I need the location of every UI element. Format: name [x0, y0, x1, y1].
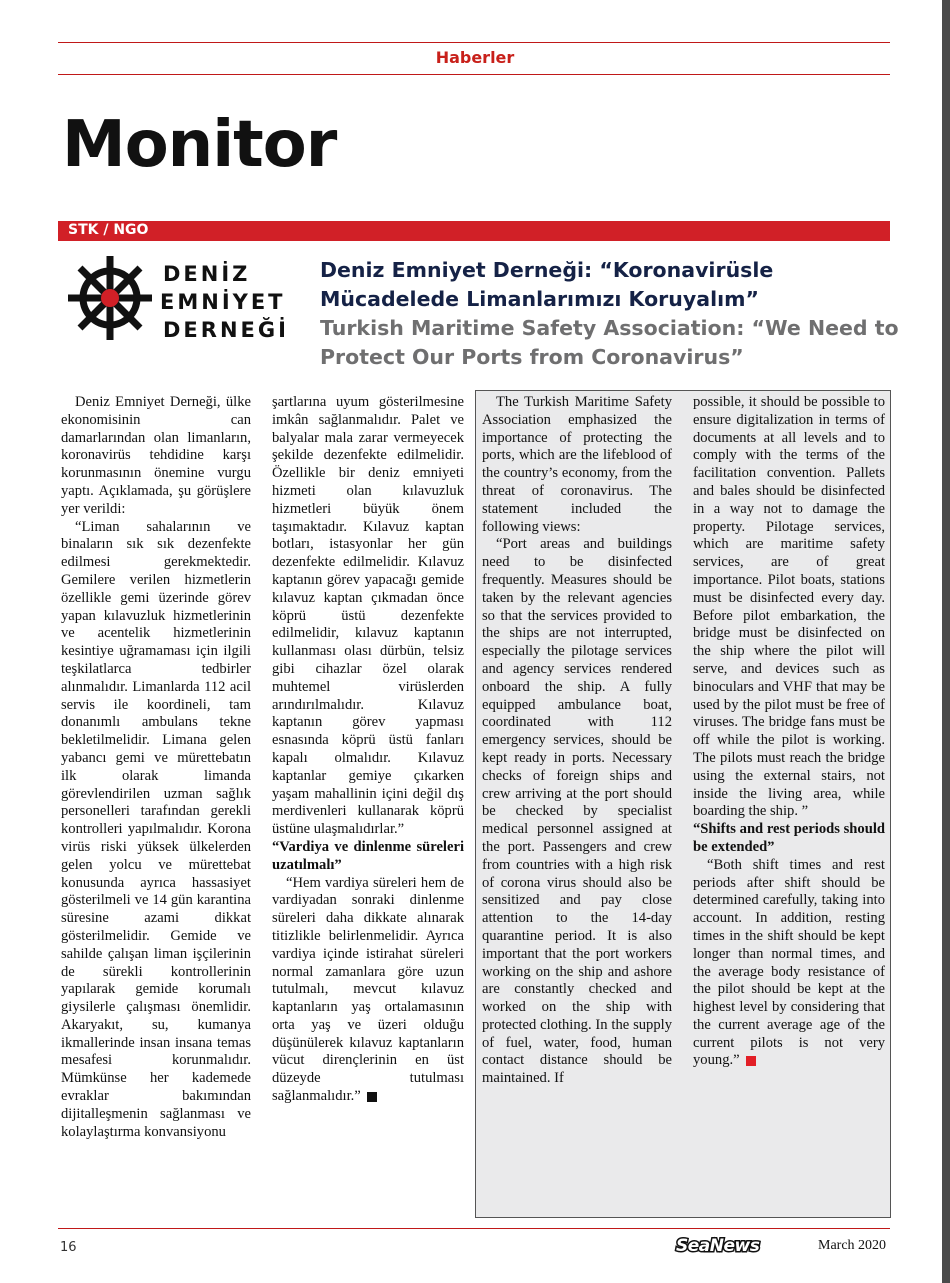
subheading-text: “Vardiya ve dinlenme süreleri uzatılmalı”: [272, 838, 464, 873]
masthead-title: Monitor: [62, 108, 337, 182]
subheading: [272, 839, 464, 875]
article-column-3: [482, 394, 672, 1088]
end-mark-icon: [746, 1056, 756, 1066]
article-column-1: [61, 394, 251, 1141]
logo-line-1: DENİZ: [163, 262, 251, 286]
subheading-text: “Shifts and rest periods should be extended”: [693, 821, 885, 855]
paragraph: possible, it should be possible to ensure digitalization in terms of documents at all levels and to comply with the terms of the facilitation convention. Pallets and bales should be disinfected in a way not to damage the property. Pilotage services, which are maritime safety services, are of great importance. Pilot boats, stations must be disinfected every day. Before pilot embarkation, the bridge must be disinfected on the ship where the pilot will serve, and devices such as binoculars and VHF that may be used by the pilot must be free of viruses. The bridge fans must be off while the pilot is working. The pilots must reach the bridge using the external stairs, not inside the living area, while boarding the ship. ”: [693, 394, 885, 820]
paragraph: şartlarına uyum gösterilmesine imkân sağlanmalıdır. Palet ve balyalar mala zarar vermeyecek şekilde dezenfekte edilmelidir. Özellikle bir deniz emniyeti hizmeti olan kılavuzluk hizmetleri büyük önem taşımaktadır. Kılavuz kaptan botları, istasyonlar her gün dezenfekte edilmelidir. Kılavuz kaptanın görev yapacağı gemide kılavuz kaptan çıkmadan önce köprü üstü dezenfekte edilmelidir, kılavuz kaptanın kullanması olası dürbün, telsiz gibi cihazlar özel olarak muhtemel virüslerden arındırılmalıdır. Kılavuz kaptanın görev yapması esnasında köprü üstü fanları kapalı olmalıdır. Kılavuz kaptanlar gemiye çıkarken yaşam mahallinin içini değil dış merdivenleri kullanarak köprü üstüne ulaşmalıdırlar.”: [272, 394, 464, 838]
section-label: Haberler: [435, 48, 515, 67]
paragraph: Deniz Emniyet Derneği, ülke ekonomisinin can damarlarından olan limanların, koronavirüs tehdidine karşı korunmasının önemine vurgu yaptı. Açıklamada, şu görüşlere yer verildi:: [61, 394, 251, 517]
page-edge-strip: [942, 0, 950, 1283]
issue-date: March 2020: [818, 1238, 887, 1253]
paragraph-last: [272, 875, 464, 1106]
category-bar: [58, 221, 890, 241]
paragraph-text: “Hem vardiya süreleri hem de vardiyadan sonraki dinlenme süreleri daha dikkate alınarak titizlikle belirlenmelidir. Ayrıca vardiya içinde istirahat süreleri normal zamanlara göre uzun tutulmalı, mevcut kılavuz kaptanların yaş ortalamasının orta yaş ve üzeri olduğu düşünülerek kılavuz kaptanların vücut dirençlerinin en üst düzeyde tutulması sağlanmalıdır.”: [272, 874, 464, 1105]
headline-turkish: Deniz Emniyet Derneği: “Koronavirüsle Mücadelede Limanlarımızı Koruyalım”: [320, 258, 774, 311]
paragraph-last: [693, 857, 885, 1071]
header-rule-bottom: [58, 74, 890, 75]
category-label: STK / NGO: [68, 222, 149, 238]
article-column-4: [693, 394, 885, 1070]
subheading: [693, 821, 885, 857]
ship-wheel-icon: [60, 248, 160, 360]
logo-line-2: EMNİYET: [160, 290, 286, 314]
page-number: 16: [60, 1240, 77, 1255]
paragraph: “Port areas and buildings need to be disinfected frequently. Measures should be taken by the relevant agencies so that the services provided to the ships are not interrupted, especially the pilotage services and agency services rendered onboard the ship. A fully equipped ambulance boat, coordinated with 112 emergency services, should be kept ready in ports. Necessary checks of foreign ships and crew arriving at the port should be checked by specialist medical personnel assigned at the port. Passengers and crew from countries with a high risk of corona virus should also be sensitized and pay close attention to the 14-day quarantine period. It is also important that the port workers working on the ship and ashore are constantly checked and worked on the ship with protected clothing. In the supply of fuel, water, food, human contact distance should be maintained. If: [482, 536, 672, 1087]
paragraph: “Liman sahalarının ve binaların sık sık dezenfekte edilmesi gerekmektedir. Gemilere verilen hizmetlerin özellikle gemi üzerinde görev yapan kılavuzluk hizmetlerinin ve acentelik hizmetlerinin kesintiye uğramaması için ilgili teşkilatlarca tedbirler alınmalıdır. Limanlarda 112 acil servis ile koordineli, tam donanımlı ambulans tekne bekletilmelidir. Limana gelen yabancı gemi ve mürettebatın ilk olarak limanda görevlendirilen uzman sağlık personelleri tarafından gerekli kontrolleri yapılmalıdır. Korona virüs riski yüksek ülkelerden gelen yolcu ve mürettebat konusunda ayrıca hassasiyet gösterilmeli ve 14 gün karantina süresine azami dikkat gösterilmelidir. Gemide ve sahilde çalışan liman işçilerinin de sürekli kontrollerinin yapılarak gemide korumalı giysilerle çalışması önemlidir. Akaryakıt, su, kumanya ikmallerinde insan insana temas mesafesi korunmalıdır. Mümkünse her kademede evraklar bakımından dijitalleşmenin sağlanması ve kolaylaştırma konvansiyonu: [61, 518, 251, 1140]
logo-line-3: DERNEĞİ: [163, 318, 289, 342]
end-mark-icon: [367, 1092, 377, 1102]
article-column-2: [272, 394, 464, 1106]
paragraph: The Turkish Maritime Safety Association emphasized the importance of protecting the ports, which are the lifeblood of the country’s economy, from the threat of coronavirus. The statement included the following views:: [482, 394, 672, 535]
header-rule-top: [58, 42, 890, 43]
paragraph-text: “Both shift times and rest periods after shift should be determined carefully, taking into account. In addition, resting times in the shift should be kept longer than normal times, and the average body resistance of the pilot should be kept at the highest level by considering that the current average age of the current pilots is not very young.”: [693, 856, 885, 1069]
headline-english: Turkish Maritime Safety Association: “We Need to Protect Our Ports from Coronavirus”: [320, 316, 899, 369]
magazine-logo: SeaNews: [676, 1236, 760, 1256]
footer-rule: [58, 1228, 890, 1229]
association-logo: [60, 248, 310, 360]
